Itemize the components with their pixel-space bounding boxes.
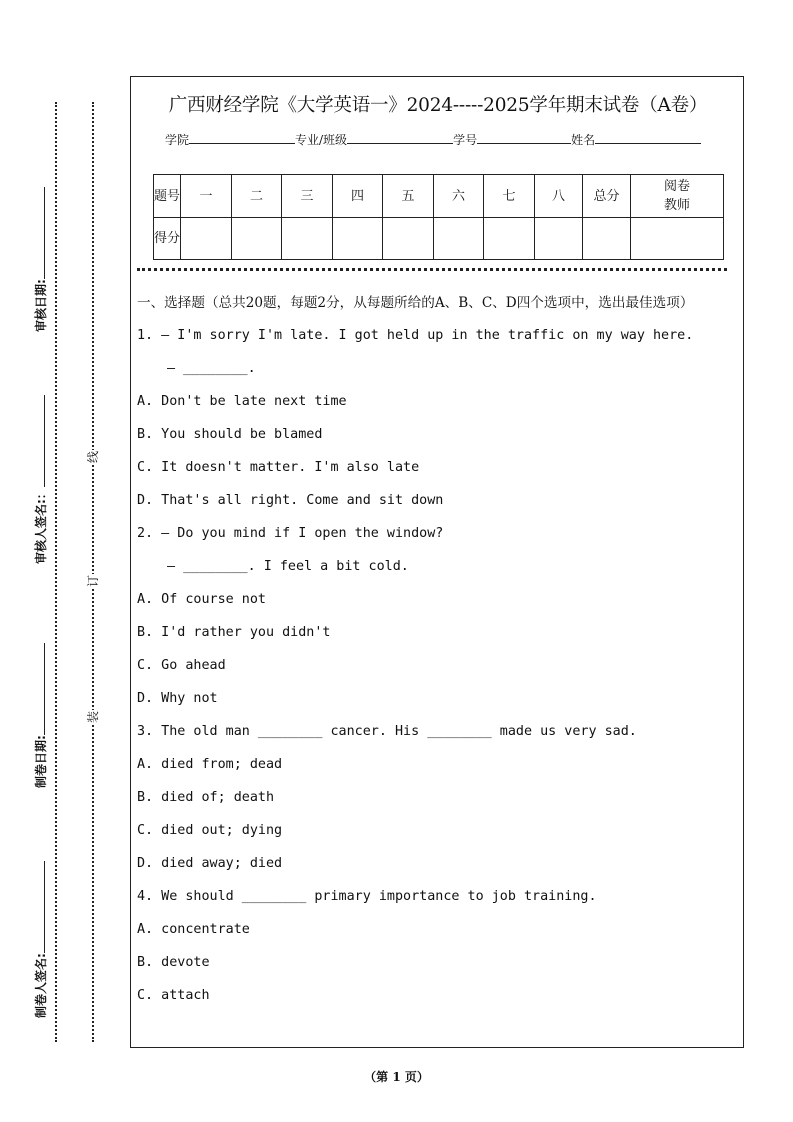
exam-title: 广西财经学院《大学英语一》2024-----2025学年期末试卷（A卷） <box>168 95 708 116</box>
reviewer-signature-label: 审核人签名:： <box>34 487 48 564</box>
col-3: 三 <box>282 175 333 218</box>
question-3-option-d[interactable]: D. died away; died <box>137 856 283 871</box>
question-4-stem: 4. We should ________ primary importance to job training. <box>137 889 597 904</box>
name-label: 姓名 <box>571 133 596 147</box>
review-date-blank[interactable] <box>32 187 45 279</box>
page-number: （第 1 页） <box>364 1070 429 1084</box>
row-header-score: 得分 <box>154 218 181 260</box>
section-divider <box>137 268 727 271</box>
college-label: 学院 <box>165 133 190 147</box>
score-cell[interactable] <box>181 218 232 260</box>
binding-line-inner <box>92 102 94 1042</box>
col-grader: 阅卷教师 <box>631 175 724 218</box>
binding-char-zhuang: 装 <box>86 711 100 724</box>
compile-date-blank[interactable] <box>32 643 45 735</box>
question-4-option-a[interactable]: A. concentrate <box>137 922 250 937</box>
review-date-label: 审核日期: <box>34 279 48 332</box>
question-3-stem: 3. The old man ________ cancer. His ________ made us very sad. <box>137 724 637 739</box>
question-2-option-a[interactable]: A. Of course not <box>137 592 266 607</box>
reviewer-signature-blank[interactable] <box>32 395 45 487</box>
score-cell[interactable] <box>333 218 383 260</box>
major-label: 专业/班级 <box>295 133 348 147</box>
student-info-line <box>165 131 701 148</box>
section-1-heading: 一、选择题（总共20题，每题2分，从每题所给的A、B、C、D四个选项中，选出最佳选项） <box>137 295 694 311</box>
compile-date-field <box>32 628 48 788</box>
compiler-signature-field <box>32 858 48 1018</box>
row-header-question-no: 题号 <box>154 175 181 218</box>
student-id-label: 学号 <box>453 133 478 147</box>
question-1-option-b[interactable]: B. You should be blamed <box>137 427 323 442</box>
question-2-option-c[interactable]: C. Go ahead <box>137 658 226 673</box>
score-cell[interactable] <box>484 218 535 260</box>
score-cell[interactable] <box>282 218 333 260</box>
binding-char-ding: 订 <box>86 575 100 588</box>
question-1-stem: 1. — I'm sorry I'm late. I got held up in the traffic on my way here. <box>137 328 694 343</box>
name-field[interactable] <box>595 131 701 144</box>
col-8: 八 <box>535 175 583 218</box>
score-table <box>153 174 724 260</box>
question-2-option-d[interactable]: D. Why not <box>137 691 218 706</box>
student-id-field[interactable] <box>477 131 571 144</box>
question-2-stem: 2. — Do you mind if I open the window? <box>137 526 444 541</box>
score-cell[interactable] <box>535 218 583 260</box>
compiler-signature-label: 制卷人签名: <box>34 953 48 1018</box>
compiler-signature-blank[interactable] <box>32 861 45 953</box>
col-2: 二 <box>232 175 282 218</box>
question-3-option-a[interactable]: A. died from; dead <box>137 757 283 772</box>
col-1: 一 <box>181 175 232 218</box>
score-cell[interactable] <box>631 218 724 260</box>
question-4-option-c[interactable]: C. attach <box>137 988 210 1003</box>
question-1-response: — ________. <box>167 361 256 376</box>
question-1-option-c[interactable]: C. It doesn't matter. I'm also late <box>137 460 420 475</box>
score-table-score-row <box>154 218 724 260</box>
compile-date-label: 制卷日期: <box>34 735 48 788</box>
major-field[interactable] <box>347 131 453 144</box>
col-7: 七 <box>484 175 535 218</box>
binding-char-xian: 线 <box>86 451 100 464</box>
score-cell[interactable] <box>434 218 484 260</box>
college-field[interactable] <box>189 131 295 144</box>
question-3-option-c[interactable]: C. died out; dying <box>137 823 283 838</box>
questions-area <box>137 292 741 1019</box>
reviewer-signature-field <box>32 404 48 564</box>
col-6: 六 <box>434 175 484 218</box>
col-4: 四 <box>333 175 383 218</box>
question-1-option-d[interactable]: D. That's all right. Come and sit down <box>137 493 444 508</box>
score-table-header-row <box>154 175 724 218</box>
col-total: 总分 <box>583 175 631 218</box>
question-1-option-a[interactable]: A. Don't be late next time <box>137 394 347 409</box>
question-2-response: — ________. I feel a bit cold. <box>167 559 409 574</box>
col-5: 五 <box>383 175 434 218</box>
question-3-option-b[interactable]: B. died of; death <box>137 790 275 805</box>
exam-page-frame <box>130 76 744 1048</box>
question-2-option-b[interactable]: B. I'd rather you didn't <box>137 625 331 640</box>
score-cell[interactable] <box>232 218 282 260</box>
question-4-option-b[interactable]: B. devote <box>137 955 210 970</box>
review-date-field <box>32 172 48 332</box>
score-cell[interactable] <box>383 218 434 260</box>
binding-line-outer <box>55 102 57 1042</box>
score-cell[interactable] <box>583 218 631 260</box>
